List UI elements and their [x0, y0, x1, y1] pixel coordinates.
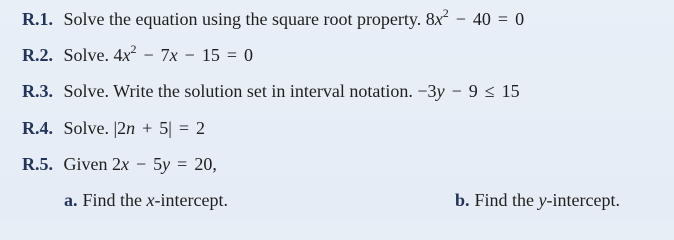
equation: |2n + 5| = 2: [113, 118, 206, 138]
equation: $8x^2 - 40 = 0$: [425, 6, 525, 29]
problem-text: Solve.: [63, 118, 114, 138]
problem-r5-part-b: b. Find the y-intercept.: [455, 190, 620, 210]
problem-label: R.4.: [22, 118, 53, 138]
part-label: b.: [455, 190, 470, 210]
problem-text: Given: [63, 154, 112, 174]
problem-label: R.2.: [22, 45, 53, 65]
problem-r5-part-a: a. Find the x-intercept.: [64, 190, 228, 210]
part-label: a.: [64, 190, 78, 210]
equation: $4x^2 - 7x - 15 = 0$: [113, 42, 253, 65]
problem-label: R.3.: [22, 81, 53, 101]
problem-text: Solve the equation using the square root property.: [63, 9, 426, 29]
problem-text: Solve. Write the solution set in interval notation.: [63, 81, 418, 101]
inequality: −3y − 9 ≤ 15: [417, 81, 520, 101]
problem-r3: [22, 80, 520, 102]
problem-r2: [22, 44, 253, 66]
problem-text: Solve.: [63, 45, 114, 65]
equation: 2x − 5y = 20,: [112, 154, 217, 174]
problem-label: R.1.: [22, 9, 53, 29]
problem-r1: [22, 8, 524, 30]
problem-r4: [22, 117, 205, 139]
problem-label: R.5.: [22, 154, 53, 174]
problem-r5: [22, 153, 217, 175]
